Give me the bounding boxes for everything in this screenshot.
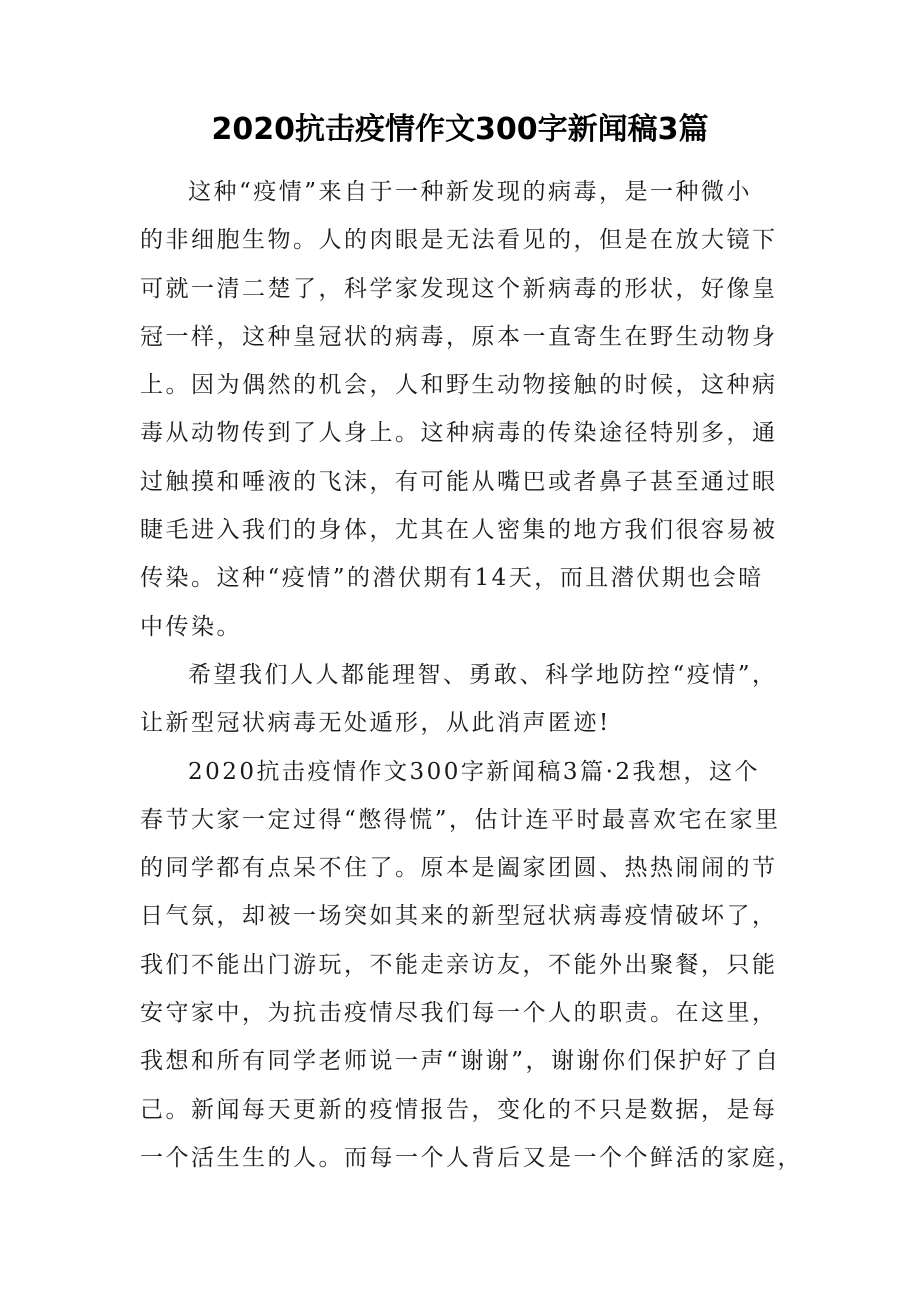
paragraph-3-line-4: 日气氛，却被一场突如其来的新型冠状病毒疫情破坏了，	[140, 903, 778, 930]
paragraph-1-line-7: 过触摸和唾液的飞沫，有可能从嘴巴或者鼻子甚至通过眼	[140, 468, 778, 495]
paragraph-3-line-6: 安守家中，为抗击疫情尽我们每一个人的职责。在这里，	[140, 1000, 778, 1027]
document-title: 2020抗击疫情作文300字新闻稿3篇	[211, 112, 709, 147]
paragraph-1-line-9: 传染。这种“疫情”的潜伏期有14天，而且潜伏期也会暗	[140, 565, 764, 592]
paragraph-1-line-1: 这种“疫情”来自于一种新发现的病毒，是一种微小	[188, 179, 753, 205]
paragraph-1-line-8: 睫毛进入我们的身体，尤其在人密集的地方我们很容易被	[140, 517, 778, 544]
paragraph-1-line-6: 毒从动物传到了人身上。这种病毒的传染途径特别多，通	[140, 420, 778, 447]
paragraph-1-line-5: 上。因为偶然的机会，人和野生动物接触的时候，这种病	[140, 372, 778, 399]
paragraph-2-line-2: 让新型冠状病毒无处遁形，从此消声匿迹!	[140, 710, 611, 737]
paragraph-3-line-5: 我们不能出门游玩，不能走亲访友，不能外出聚餐，只能	[140, 951, 778, 978]
paragraph-3-line-1: 2020抗击疫情作文300字新闻稿3篇·2我想，这个	[188, 758, 761, 785]
paragraph-3-line-3: 的同学都有点呆不住了。原本是阖家团圆、热热闹闹的节	[140, 855, 778, 882]
paragraph-1-line-4: 冠一样，这种皇冠状的病毒，原本一直寄生在野生动物身	[140, 323, 778, 350]
paragraph-2-line-1: 希望我们人人都能理智、勇敢、科学地防控“疫情”，	[188, 661, 778, 688]
paragraph-1-line-2: 的非细胞生物。人的肉眼是无法看见的，但是在放大镜下	[140, 227, 778, 254]
paragraph-1-line-3: 可就一清二楚了，科学家发现这个新病毒的形状，好像皇	[140, 275, 778, 302]
paragraph-3-line-2: 春节大家一定过得“憋得慌”，估计连平时最喜欢宅在家里	[140, 806, 781, 833]
document-body	[140, 168, 803, 1182]
paragraph-3-line-8: 己。新闻每天更新的疫情报告，变化的不只是数据，是每	[140, 1096, 778, 1123]
paragraph-3-line-9: 一个活生生的人。而每一个人背后又是一个个鲜活的家庭，	[140, 1144, 803, 1171]
paragraph-1-line-10: 中传染。	[140, 613, 242, 640]
paragraph-3-line-7: 我想和所有同学老师说一声“谢谢”，谢谢你们保护好了自	[140, 1048, 781, 1075]
